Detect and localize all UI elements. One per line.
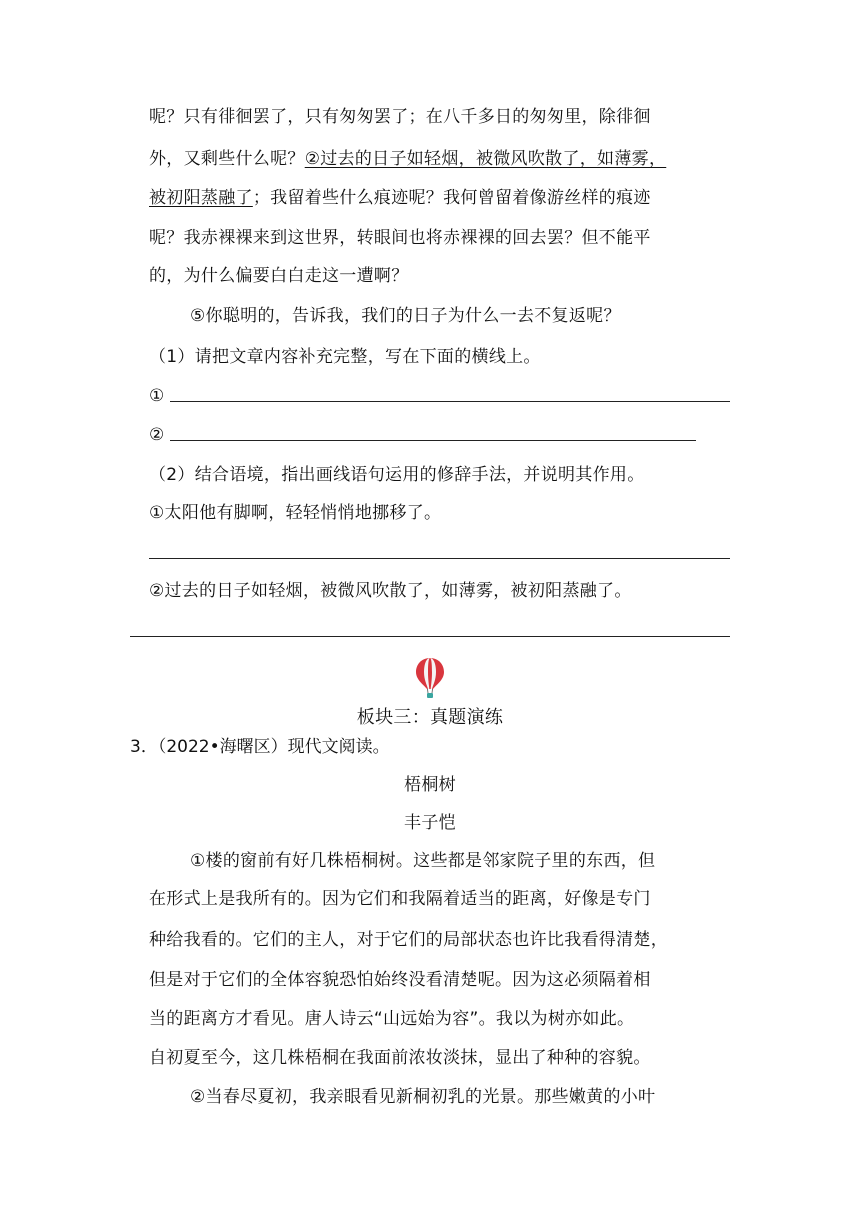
article-line-5: 当的距离方才看见。唐人诗云“山远始为容”。我以为树亦如此。 <box>149 1009 635 1029</box>
q1-answer-line-2[interactable] <box>170 440 696 441</box>
article-author: 丰子恺 <box>404 813 456 833</box>
passage-line-1: 呢？只有徘徊罢了，只有匆匆罢了；在八千多日的匆匆里，除徘徊 <box>149 107 651 127</box>
q1-blank1-label: ① <box>149 386 165 406</box>
passage-line-3-text: ；我留着些什么痕迹呢？我何曾留着像游丝样的痕迹 <box>252 188 651 208</box>
underlined-sentence-part-1: ②过去的日子如轻烟，被微风吹散了，如薄雾， <box>304 149 667 169</box>
article-line-1: ①楼的窗前有好几株梧桐树。这些都是邻家院子里的东西，但 <box>190 851 656 871</box>
passage-line-2 <box>149 148 666 170</box>
passage-line-3 <box>149 187 651 209</box>
q1-prompt: （1）请把文章内容补充完整，写在下面的横线上。 <box>149 347 541 367</box>
article-line-4: 但是对于它们的全体容貌恐怕始终没看清楚呢。因为这必须隔着相 <box>149 970 651 990</box>
passage-line-4: 呢？我赤裸裸来到这世界，转眼间也将赤裸裸的回去罢？但不能平 <box>149 228 651 248</box>
section-divider <box>130 636 730 637</box>
article-line-2: 在形式上是我所有的。因为它们和我隔着适当的距离，好像是专门 <box>149 889 651 909</box>
passage-line-6: ⑤你聪明的，告诉我，我们的日子为什么一去不复返呢？ <box>190 306 621 326</box>
q2-prompt: （2）结合语境，指出画线语句运用的修辞手法，并说明其作用。 <box>149 465 645 485</box>
underlined-sentence-part-2: 被初阳蒸融了 <box>149 188 253 208</box>
q2-item-2: ②过去的日子如轻烟，被微风吹散了，如薄雾，被初阳蒸融了。 <box>149 581 632 601</box>
article-line-3: 种给我看的。它们的主人，对于它们的局部状态也许比我看得清楚， <box>149 930 668 950</box>
article-title: 梧桐树 <box>404 775 456 795</box>
q2-answer-line-1[interactable] <box>149 558 730 559</box>
article-line-7: ②当春尽夏初，我亲眼看见新桐初乳的光景。那些嫩黄的小叶 <box>190 1087 656 1107</box>
article-line-6: 自初夏至今，这几株梧桐在我面前浓妆淡抹，显出了种种的容貌。 <box>149 1048 651 1068</box>
question3-header: 3．（2022•海曙区）现代文阅读。 <box>130 737 390 757</box>
hot-air-balloon-icon <box>415 657 445 699</box>
q1-answer-line-1[interactable] <box>170 401 730 402</box>
q2-item-1: ①太阳他有脚啊，轻轻悄悄地挪移了。 <box>149 503 442 523</box>
passage-line-5: 的，为什么偏要白白走这一遭啊？ <box>149 266 409 286</box>
passage-line-2-text: 外，又剩些什么呢？ <box>149 149 305 169</box>
section-title: 板块三：真题演练 <box>356 707 504 728</box>
q1-blank2-label: ② <box>149 425 165 445</box>
